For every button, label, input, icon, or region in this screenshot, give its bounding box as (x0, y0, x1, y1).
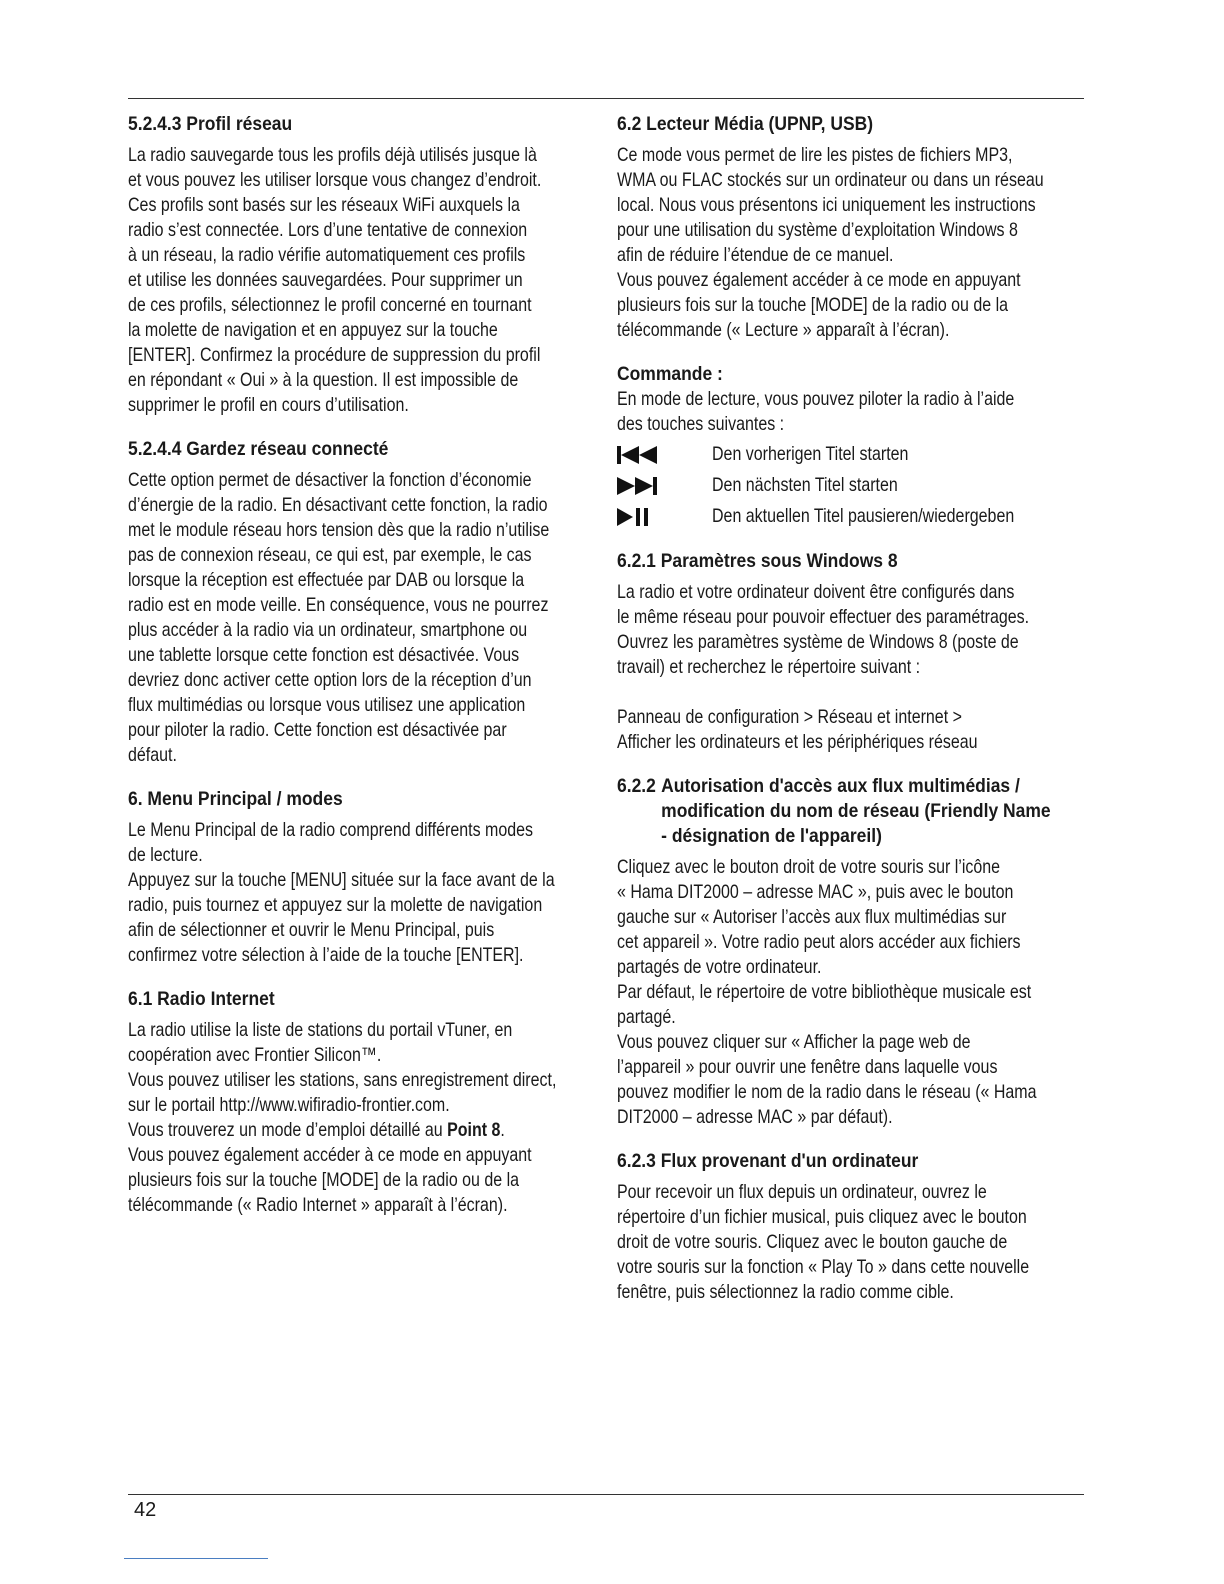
section-61-title: 6.1 Radio Internet (128, 989, 275, 1010)
right-column (617, 112, 1089, 1305)
section-6-body: Le Menu Principal de la radio comprend différents modes de lecture. Appuyez sur la touche [MENU] située sur la face avant de la radio, puis tournez et appuyez sur la molette de navigation afin de sélectionner et ouvrir le Menu Principal, puis confirmez votre sélection à l’aide de la touche [ENTER]. (128, 819, 555, 966)
page-number: 42 (134, 1499, 157, 1521)
section-622-title-line1: Autorisation d'accès aux flux multimédias / (661, 776, 1020, 797)
control-label-next: Den nächsten Titel starten (712, 474, 898, 496)
section-623-body: Pour recevoir un flux depuis un ordinateur, ouvrez le répertoire d’un fichier musical, puis cliquez avec le bouton droit de votre souris. Cliquez avec le bouton gauche de votre souris sur la fonction « Play To » dans cette nouvelle fenêtre, puis sélectionnez la radio comme cible. (617, 1181, 1030, 1303)
commande-body: En mode de lecture, vous pouvez piloter la radio à l’aide des touches suivantes : (617, 388, 1015, 435)
control-label-previous: Den vorherigen Titel starten (712, 443, 909, 465)
section-5244-title: 5.2.4.4 Gardez réseau connecté (128, 439, 389, 460)
section-621-title: 6.2.1 Paramètres sous Windows 8 (617, 551, 898, 572)
section-5243-title: 5.2.4.3 Profil réseau (128, 114, 293, 135)
section-621-path: Panneau de configuration > Réseau et internet > Afficher les ordinateurs et les périphériques réseau (617, 706, 978, 753)
next-track-icon (617, 477, 661, 495)
header-rule (128, 98, 1084, 99)
section-622-title-line3: - désignation de l'appareil) (661, 826, 882, 847)
section-622-body: Cliquez avec le bouton droit de votre souris sur l’icône « Hama DIT2000 – adresse MAC », puis avec le bouton gauche sur « Autoriser l’accès aux flux multimédias sur cet appareil ». Votre radio peut alors accéder aux fichiers partagés de votre ordinateur. Par défaut, le répertoire de votre bibliothèque musicale est partagé. Vous pouvez cliquer sur « Afficher la page web de l’appareil » pour ouvrir une fenêtre dans laquelle vous pouvez modifier le nom de la radio dans le réseau (« Hama DIT2000 – adresse MAC » par défaut). (617, 856, 1037, 1128)
footer-link-underline (124, 1558, 268, 1559)
section-62-title: 6.2 Lecteur Média (UPNP, USB) (617, 114, 874, 135)
footer-rule (128, 1494, 1084, 1495)
section-621-body: La radio et votre ordinateur doivent être configurés dans le même réseau pour pouvoir effectuer des paramétrages. Ouvrez les paramètres système de Windows 8 (poste de travail) et recherchez le répertoire suivant : (617, 581, 1030, 678)
control-row-previous (617, 439, 1089, 470)
control-label-play-pause: Den aktuellen Titel pausieren/wiedergeben (712, 505, 1015, 527)
section-5243-body: La radio sauvegarde tous les profils déjà utilisés jusque là et vous pouvez les utiliser lorsque vous changez d’endroit. Ces profils sont basés sur les réseaux WiFi auxquels la radio s’est connectée. Lors d’une tentative de connexion à un réseau, la radio vérifie automatiquement ces profils et utilise les données sauvegardées. Pour supprimer un de ces profils, sélectionnez le profil concerné en tournant la molette de navigation et en appuyez sur la touche [ENTER]. Confirmez la procédure de suppression du profil en répondant « Oui » à la question. Il est impossible de supprimer le profil en cours d’utilisation. (128, 144, 542, 416)
section-622-title-line2: modification du nom de réseau (Friendly Name (661, 801, 1051, 822)
control-row-next (617, 470, 1089, 501)
commande-title: Commande : (617, 364, 723, 385)
section-61-body (128, 1018, 600, 1218)
section-622-title (617, 774, 1086, 849)
section-61-text-b: . Vous pouvez également accéder à ce mode en appuyant plusieurs fois sur la touche [MODE] de la radio ou de la télécommande (« Radio Internet » apparaît à l’écran). (128, 1119, 532, 1216)
play-pause-icon (617, 508, 661, 526)
section-622-number: 6.2.2 (617, 776, 656, 797)
previous-track-icon (617, 446, 661, 464)
section-61-text-a: La radio utilise la liste de stations du portail vTuner, en coopération avec Frontier Silicon™. Vous pouvez utiliser les stations, sans enregistrement direct, sur le portail http://www.wifiradio-frontier.com. Vous trouverez un mode d’emploi détaillé au (128, 1019, 557, 1141)
section-5244-body: Cette option permet de désactiver la fonction d’économie d’énergie de la radio. En désactivant cette fonction, la radio met le module réseau hors tension dès que la radio n’utilise pas de connexion réseau, ce qui est, par exemple, le cas lorsque la réception est effectuée par DAB ou lorsque la radio est en mode veille. En conséquence, vous ne pourrez plus accéder à la radio via un ordinateur, smartphone ou une tablette lorsque cette fonction est désactivée. Vous devriez donc activer cette option lors de la réception d’un flux multimédias ou lorsque vous utilisez une application pour piloter la radio. Cette fonction est désactivée par défaut. (128, 469, 550, 766)
point-8-reference: Point 8 (447, 1119, 501, 1141)
control-row-play-pause (617, 501, 1089, 532)
controls-list (617, 439, 1089, 532)
left-column (128, 112, 600, 1218)
section-623-title: 6.2.3 Flux provenant d'un ordinateur (617, 1151, 919, 1172)
section-62-body: Ce mode vous permet de lire les pistes de fichiers MP3, WMA ou FLAC stockés sur un ordinateur ou dans un réseau local. Nous vous présentons ici uniquement les instructions pour une utilisation du système d’exploitation Windows 8 afin de réduire l’étendue de ce manuel. Vous pouvez également accéder à ce mode en appuyant plusieurs fois sur la touche [MODE] de la radio ou de la télécommande (« Lecture » apparaît à l’écran). (617, 144, 1044, 341)
section-6-title: 6. Menu Principal / modes (128, 789, 343, 810)
